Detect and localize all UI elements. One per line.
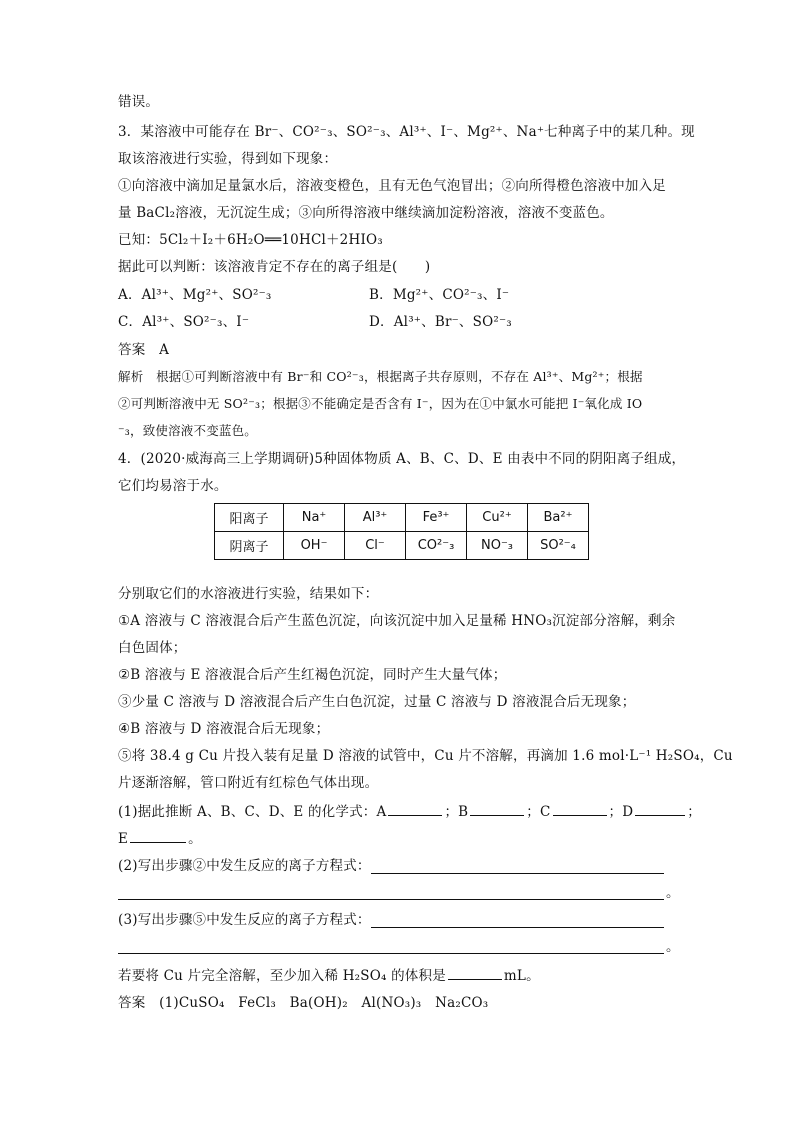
answer-blank-a[interactable]: [388, 801, 442, 816]
question-3-stem: 取该溶液进行实验，得到如下现象：: [118, 151, 338, 167]
answer-line-blank[interactable]: [118, 953, 664, 954]
cation-cell: Fe³⁺: [406, 504, 467, 532]
answer-blank-e[interactable]: [130, 828, 186, 843]
answer-line: 答案 (1)CuSO₄ FeCl₃ Ba(OH)₂ Al(NO₃)₃ Na₂CO₃: [118, 995, 489, 1011]
anion-cell: CO²⁻₃: [406, 532, 467, 560]
answer-blank-b[interactable]: [470, 801, 524, 816]
cation-cell: Ba²⁺: [528, 504, 589, 532]
question-4-stem: 它们均易溶于水。: [118, 478, 228, 494]
experiment-line: ③少量 C 溶液与 D 溶液混合后产生白色沉淀，过量 C 溶液与 D 溶液混合后无现象；: [118, 694, 636, 710]
option-a: A．Al³⁺、Mg²⁺、SO²⁻₃: [118, 287, 272, 303]
answer-blank-volume[interactable]: [448, 965, 502, 980]
anion-cell: NO⁻₃: [467, 532, 528, 560]
option-b: B．Mg²⁺、CO²⁻₃、I⁻: [369, 287, 510, 303]
sub-question-3: (3)写出步骤⑤中发生反应的离子方程式：: [118, 912, 371, 928]
text-line: 错误。: [118, 94, 160, 110]
question-4-intro: 分别取它们的水溶液进行实验，结果如下：: [118, 586, 379, 602]
question-3-stem: 量 BaCl₂溶液，无沉淀生成；③向所得溶液中继续滴加淀粉溶液，溶液不变蓝色。: [118, 205, 614, 221]
answer-line-blank[interactable]: [118, 899, 664, 900]
sub-question-2: (2)写出步骤②中发生反应的离子方程式：: [118, 858, 371, 874]
experiment-line: ②B 溶液与 E 溶液混合后产生红褐色沉淀，同时产生大量气体；: [118, 667, 507, 683]
analysis-line: 解析 根据①可判断溶液中有 Br⁻和 CO²⁻₃，根据离子共存原则，不存在 Al³⁺、Mg²⁺；根据: [118, 369, 643, 384]
sub-question-4-text: mL。: [503, 968, 540, 984]
option-c: C．Al³⁺、SO²⁻₃、I⁻: [118, 314, 250, 330]
experiment-line: 片逐渐溶解，管口附近有红棕色气体出现。: [118, 775, 379, 791]
answer-line-blank[interactable]: [371, 927, 664, 928]
question-3-ask: 据此可以判断：该溶液肯定不存在的离子组是( ): [118, 259, 431, 275]
sub-question-4: [118, 965, 540, 986]
cation-cell: Na⁺: [284, 504, 345, 532]
cation-cell: Al³⁺: [345, 504, 406, 532]
sub-question-1-text: 。: [188, 831, 202, 847]
sub-question-1-text: (1)据此推断 A、B、C、D、E 的化学式：A: [118, 804, 387, 820]
sub-question-1-text: ；: [687, 804, 701, 820]
table-header-cell: 阴离子: [215, 532, 284, 560]
anion-row: [215, 532, 589, 560]
cation-cell: Cu²⁺: [467, 504, 528, 532]
question-3-stem: ①向溶液中滴加足量氯水后，溶液变橙色，且有无色气泡冒出；②向所得橙色溶液中加入足: [118, 178, 666, 194]
sub-question-4-text: 若要将 Cu 片完全溶解，至少加入稀 H₂SO₄ 的体积是: [118, 968, 446, 984]
table-header-cell: 阳离子: [215, 504, 284, 532]
sub-question-1-text: ；C: [526, 804, 551, 820]
answer-line-blank[interactable]: [371, 873, 664, 874]
sub-question-1: [118, 801, 701, 822]
anion-cell: SO²⁻₄: [528, 532, 589, 560]
question-3-known: 已知：5Cl₂＋I₂＋6H₂O══10HCl＋2HIO₃: [118, 232, 383, 248]
answer-blank-c[interactable]: [553, 801, 607, 816]
sub-question-1-text: E: [118, 831, 129, 847]
sub-question-1-text: ；D: [608, 804, 634, 820]
analysis-line: ⁻₃，致使溶液不变蓝色。: [118, 423, 258, 438]
ion-table: [214, 503, 589, 560]
analysis-line: ②可判断溶液中无 SO²⁻₃；根据③不能确定是否含有 I⁻，因为在①中氯水可能把 I⁻氧化成 IO: [118, 396, 643, 411]
experiment-line: ④B 溶液与 D 溶液混合后无现象；: [118, 721, 330, 737]
period-mark: 。: [666, 885, 680, 901]
anion-cell: OH⁻: [284, 532, 345, 560]
sub-question-1-text: ；B: [444, 804, 469, 820]
question-4-stem: 4．(2020·威海高三上学期调研)5种固体物质 A、B、C、D、E 由表中不同的阴阳离子组成，: [118, 451, 686, 467]
experiment-line: 白色固体；: [118, 640, 187, 656]
cation-row: [215, 504, 589, 532]
question-3-stem: 3．某溶液中可能存在 Br⁻、CO²⁻₃、SO²⁻₃、Al³⁺、I⁻、Mg²⁺、Na⁺七种离子中的某几种。现: [118, 124, 695, 140]
experiment-line: ⑤将 38.4 g Cu 片投入装有足量 D 溶液的试管中，Cu 片不溶解，再滴加 1.6 mol·L⁻¹ H₂SO₄，Cu: [118, 748, 733, 764]
sub-question-1-cont: [118, 828, 202, 849]
period-mark: 。: [666, 939, 680, 955]
answer-blank-d[interactable]: [635, 801, 685, 816]
anion-cell: Cl⁻: [345, 532, 406, 560]
option-d: D．Al³⁺、Br⁻、SO²⁻₃: [369, 314, 512, 330]
experiment-line: ①A 溶液与 C 溶液混合后产生蓝色沉淀，向该沉淀中加入足量稀 HNO₃沉淀部分溶解，剩余: [118, 613, 676, 629]
answer-line: 答案 A: [118, 342, 170, 358]
